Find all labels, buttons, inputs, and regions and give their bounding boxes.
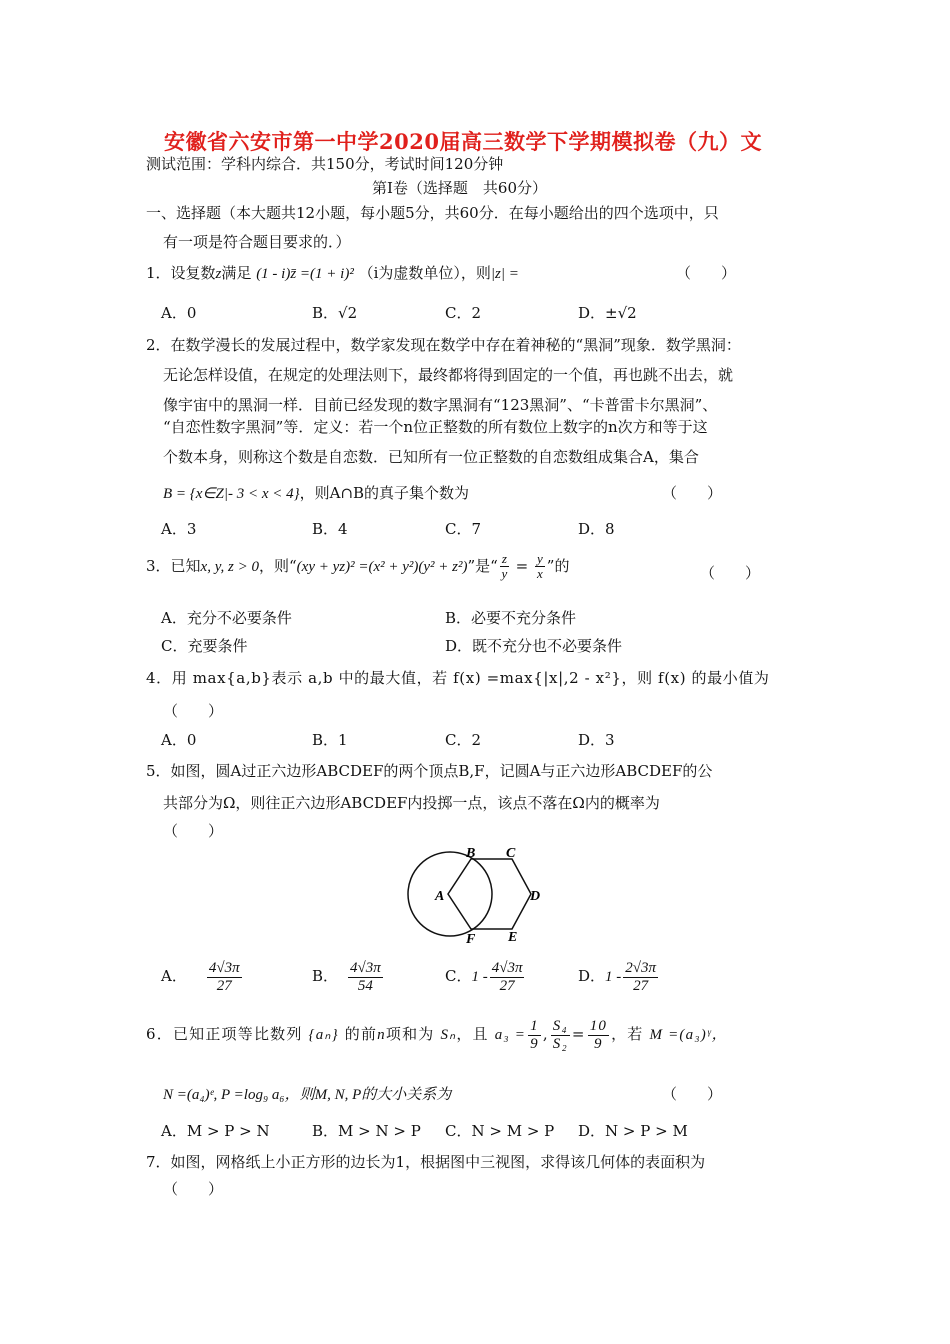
q6-m: M =(a₃)ᵞ， [649, 1027, 728, 1043]
q6-a3: a₃ = [494, 1027, 527, 1043]
q3-option-a: A．充分不必要条件 [161, 609, 292, 627]
label-f: F [466, 932, 476, 947]
q2-line-4: “自恋性数字黑洞”等．定义：若一个n位正整数的所有数位上数字的n次方和等于这 [163, 418, 708, 436]
q5-option-b [312, 960, 385, 994]
label-e: E [508, 930, 518, 945]
q5-line-2: 共部分为Ω，则往正六边形ABCDEF内投掷一点，该点不落在Ω内的概率为 [163, 794, 660, 812]
q1-after: （i为虚数单位），则 [358, 264, 491, 282]
q3-formula: (xy + yz)² =(x² + y²)(y² + z²) [296, 558, 468, 575]
part-header: 第Ⅰ卷（选择题 共60分） [372, 179, 548, 197]
q1-paren: （ ） [676, 264, 737, 282]
q3-option-c: C．充要条件 [161, 637, 248, 655]
q6-option-b: B．M > N > P [312, 1122, 421, 1140]
q5-option-c-letter: C． [445, 967, 472, 985]
q2-option-d: D．8 [578, 520, 615, 538]
q3-frac-right-num: y [537, 551, 543, 566]
q3-mid2: ”是“ [467, 556, 498, 575]
q3-paren: （ ） [700, 564, 761, 582]
q5-option-b-letter: B． [312, 967, 339, 985]
q5-option-d-letter: D． [578, 967, 606, 985]
q3-option-b: B．必要不充分条件 [445, 609, 577, 627]
q5-c-num: 4√3π [491, 960, 523, 976]
q2-line-1: 2．在数学漫长的发展过程中，数学家发现在数学中存在着神秘的“黑洞”现象．数学黑洞： [146, 336, 741, 354]
q1-option-b: B．√2 [312, 304, 358, 322]
q3-suffix: ”的 [546, 556, 570, 575]
q2-set: B = {x∈Z|- 3 < x < 4} [163, 486, 300, 502]
q1-prefix: 1．设复数 [146, 264, 216, 282]
q3-frac-left-num: z [501, 551, 507, 566]
label-b: B [466, 846, 476, 861]
q6-f1-num: 1 [530, 1018, 539, 1034]
q1-option-c: C．2 [445, 304, 482, 322]
q6-seq: {aₙ} [308, 1027, 339, 1043]
q4-option-b: B．1 [312, 731, 348, 749]
circle-a [408, 852, 492, 936]
q6-text-a: 6．已知正项等比数列 [146, 1025, 303, 1043]
q5-b-num: 4√3π [350, 960, 381, 976]
q1-option-a: A．0 [161, 304, 197, 322]
q6-s2: S₂ [552, 1035, 568, 1052]
q2-line-5: 个数本身，则称这个数是自恋数．已知所有一位正整数的自恋数组成集合A，集合 [163, 448, 699, 466]
q5-option-c [445, 960, 526, 994]
hexagon-abcdef [448, 859, 531, 929]
label-c: C [506, 846, 516, 861]
test-scope: 测试范围：学科内综合．共150分，考试时间120分钟 [146, 155, 504, 173]
section-intro-2: 有一项是符合题目要求的．） [163, 233, 351, 251]
q3-cond: x, y, z > 0 [200, 558, 259, 575]
q1-option-d: D．±√2 [578, 304, 637, 322]
q7-line-2: （ ） [163, 1180, 224, 1198]
q6-text-c: 项和为 [385, 1025, 435, 1043]
q5-line-1: 5．如图，圆A过正六边形ABCDEF的两个顶点B,F，记圆A与正六边形ABCDEF的公 [146, 762, 713, 780]
q5-option-a [161, 960, 244, 994]
q2-line-2: 无论怎样设值，在规定的处理法则下，最终都将得到固定的一个值，再也跳不出去，就 [163, 366, 734, 384]
q6-s4: S₄ [552, 1018, 568, 1034]
q2-option-c: C．7 [445, 520, 482, 538]
q1-abs: |z| = [490, 266, 519, 282]
paper-title: 安徽省六安市第一中学2020届高三数学下学期模拟卷（九）文 [164, 129, 762, 154]
q4-line-2: （ ） [163, 702, 224, 720]
q5-c-prefix: 1 - [471, 969, 488, 985]
label-d: D [530, 889, 541, 904]
q2-line6-text: ，则A∩B的真子集个数为 [299, 484, 470, 502]
q6-text-b: 的前 [344, 1025, 378, 1043]
q6-option-a: A．M > P > N [161, 1122, 270, 1140]
q1-mid: 满足 [221, 264, 252, 282]
label-a: A [435, 889, 445, 904]
question-3: 3．已知x, y, z > 0，则“(xy + yz)² =(x² + y²)(y² + z²)”是“ $\frac{z}{y}$ = $\frac{y}{x}$ ”的 [146, 551, 570, 582]
q6-f2-num: 10 [589, 1018, 608, 1034]
q6-option-d: D．N > P > M [578, 1122, 688, 1140]
q3-option-d: D．既不充分也不必要条件 [445, 637, 623, 655]
q3-prefix: 3．已知 [146, 556, 201, 575]
q5-b-den: 54 [357, 977, 373, 994]
q5-option-a-letter: A． [161, 967, 187, 985]
question-1: 1．设复数z满足 (1 - i)z̄ =(1 + i)² （i为虚数单位），则|z| = [146, 264, 519, 282]
q5-c-den: 27 [499, 977, 515, 994]
q7-line-1: 7．如图，网格纸上小正方形的边长为1，根据图中三视图，求得该几何体的表面积为 [146, 1153, 706, 1171]
q5-d-num: 2√3π [625, 960, 657, 976]
q6-line-1: 6．已知正项等比数列 {aₙ} 的前n项和为 Sₙ，且 a₃ = $\frac{1}{9}$ , $\frac{\text{S₄}}{\text{S₂}}$ = $\frac{10}{9}$ ，若 M =(a₃)ᵞ， [146, 1018, 728, 1052]
q4-option-d: D．3 [578, 731, 615, 749]
q5-a-den: 27 [216, 977, 232, 994]
q5-option-d [578, 960, 660, 994]
q1-formula: (1 - i)z̄ =(1 + i)² [256, 266, 354, 282]
q5-line-3: （ ） [163, 822, 224, 840]
q6-text-e: ，若 [611, 1025, 644, 1043]
q5-a-num: 4√3π [208, 960, 240, 976]
q5-d-den: 27 [633, 977, 649, 994]
q2-line-6 [163, 482, 469, 503]
q5-d-prefix: 1 - [605, 969, 622, 985]
q3-frac-left-den: y [501, 566, 508, 582]
q4-option-a: A．0 [161, 731, 197, 749]
q6-f1-den: 9 [530, 1035, 539, 1052]
q6-paren: （ ） [662, 1085, 723, 1103]
q2-line-3: 像宇宙中的黑洞一样．目前已经发现的数字黑洞有“123黑洞”、“卡普雷卡尔黑洞”、 [163, 396, 718, 414]
q6-n: n [377, 1027, 386, 1043]
q4-option-c: C．2 [445, 731, 482, 749]
q6-text-d: ，且 [456, 1025, 489, 1043]
q4-line-1: 4．用 max{a,b}表示 a,b 中的最大值，若 f(x) =max{|x|,2 - x²}，则 f(x) 的最小值为 [146, 669, 770, 687]
q3-frac-right-den: x [537, 566, 543, 582]
q6-line-2: N =(a₄)ᵉ, P =log₉ a₆，则M, N, P的大小关系为 [163, 1087, 452, 1103]
q3-mid: ，则“ [259, 556, 297, 575]
q6-sn: Sₙ [440, 1027, 457, 1043]
q6-f2-den: 9 [594, 1035, 603, 1052]
q6-option-c: C．N > M > P [445, 1122, 555, 1140]
q2-option-a: A．3 [161, 520, 197, 538]
q2-option-b: B．4 [312, 520, 348, 538]
q5-figure [400, 845, 550, 947]
q2-paren: （ ） [662, 484, 723, 502]
section-intro-1: 一、选择题（本大题共12小题，每小题5分，共60分．在每小题给出的四个选项中，只 [146, 204, 719, 222]
